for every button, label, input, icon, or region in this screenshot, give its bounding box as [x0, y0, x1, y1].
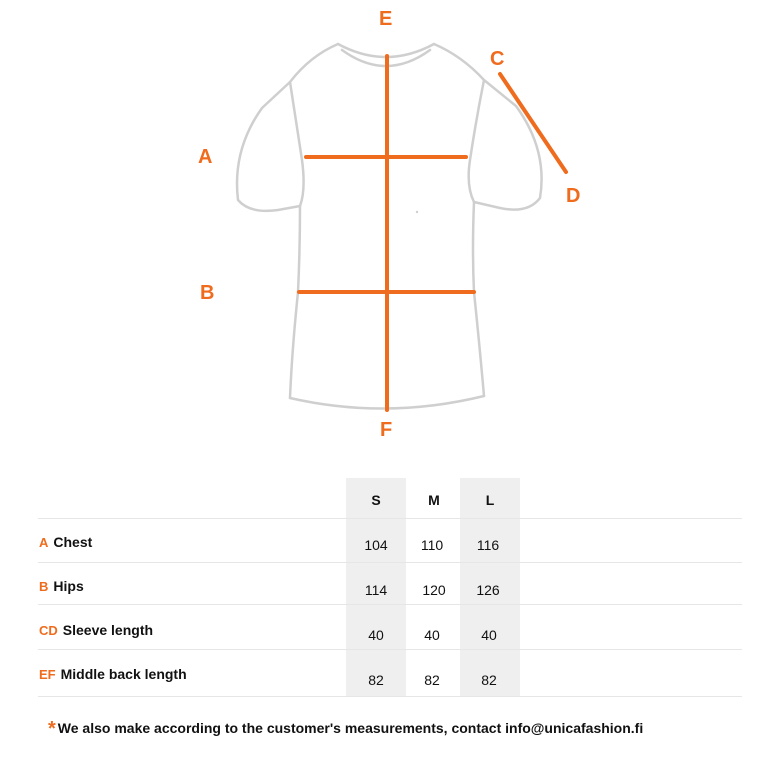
asterisk: * [48, 718, 56, 740]
table-cell: 82 [368, 672, 384, 688]
label-f: F [380, 419, 393, 441]
row-name: Chest [53, 534, 93, 550]
table-cell: 126 [476, 582, 500, 598]
header-size-m: M [428, 492, 440, 508]
row-code: B [39, 579, 49, 594]
row-name: Hips [53, 578, 84, 594]
table-cell: 110 [420, 537, 444, 553]
table-row-label [39, 622, 153, 638]
row-divider [38, 562, 742, 563]
note-text: We also make according to the customer's measurements, contact info@unicafashion.fi [57, 720, 644, 736]
row-name: Middle back length [60, 666, 187, 682]
header-size-s: S [371, 492, 381, 508]
table-cell: 114 [364, 582, 388, 598]
table-row-label [39, 666, 187, 682]
table-row-label [39, 578, 84, 594]
table-cell: 116 [476, 537, 500, 553]
table-cell: 82 [424, 672, 440, 688]
label-d: D [566, 185, 581, 207]
header-size-l: L [485, 492, 495, 508]
table-cell: 120 [422, 582, 446, 598]
table-cell: 40 [424, 627, 440, 643]
table-cell: 82 [481, 672, 497, 688]
row-divider [38, 649, 742, 650]
row-divider [38, 518, 742, 519]
row-code: CD [39, 623, 58, 638]
table-row-label [39, 534, 92, 550]
label-e: E [379, 8, 393, 30]
custom-measurements-note [48, 718, 643, 741]
table-cell: 40 [368, 627, 384, 643]
measurement-lines [299, 56, 566, 410]
label-c: C [490, 48, 505, 70]
sleeve-length-line [500, 74, 566, 172]
row-divider [38, 696, 742, 697]
dress-outline [237, 44, 542, 409]
table-cell: 40 [481, 627, 497, 643]
row-code: EF [39, 667, 56, 682]
dress-dot [416, 211, 418, 213]
row-code: A [39, 535, 49, 550]
label-b: B [200, 282, 215, 304]
table-cell: 104 [364, 537, 388, 553]
label-a: A [198, 146, 213, 168]
row-divider [38, 604, 742, 605]
row-name: Sleeve length [62, 622, 154, 638]
